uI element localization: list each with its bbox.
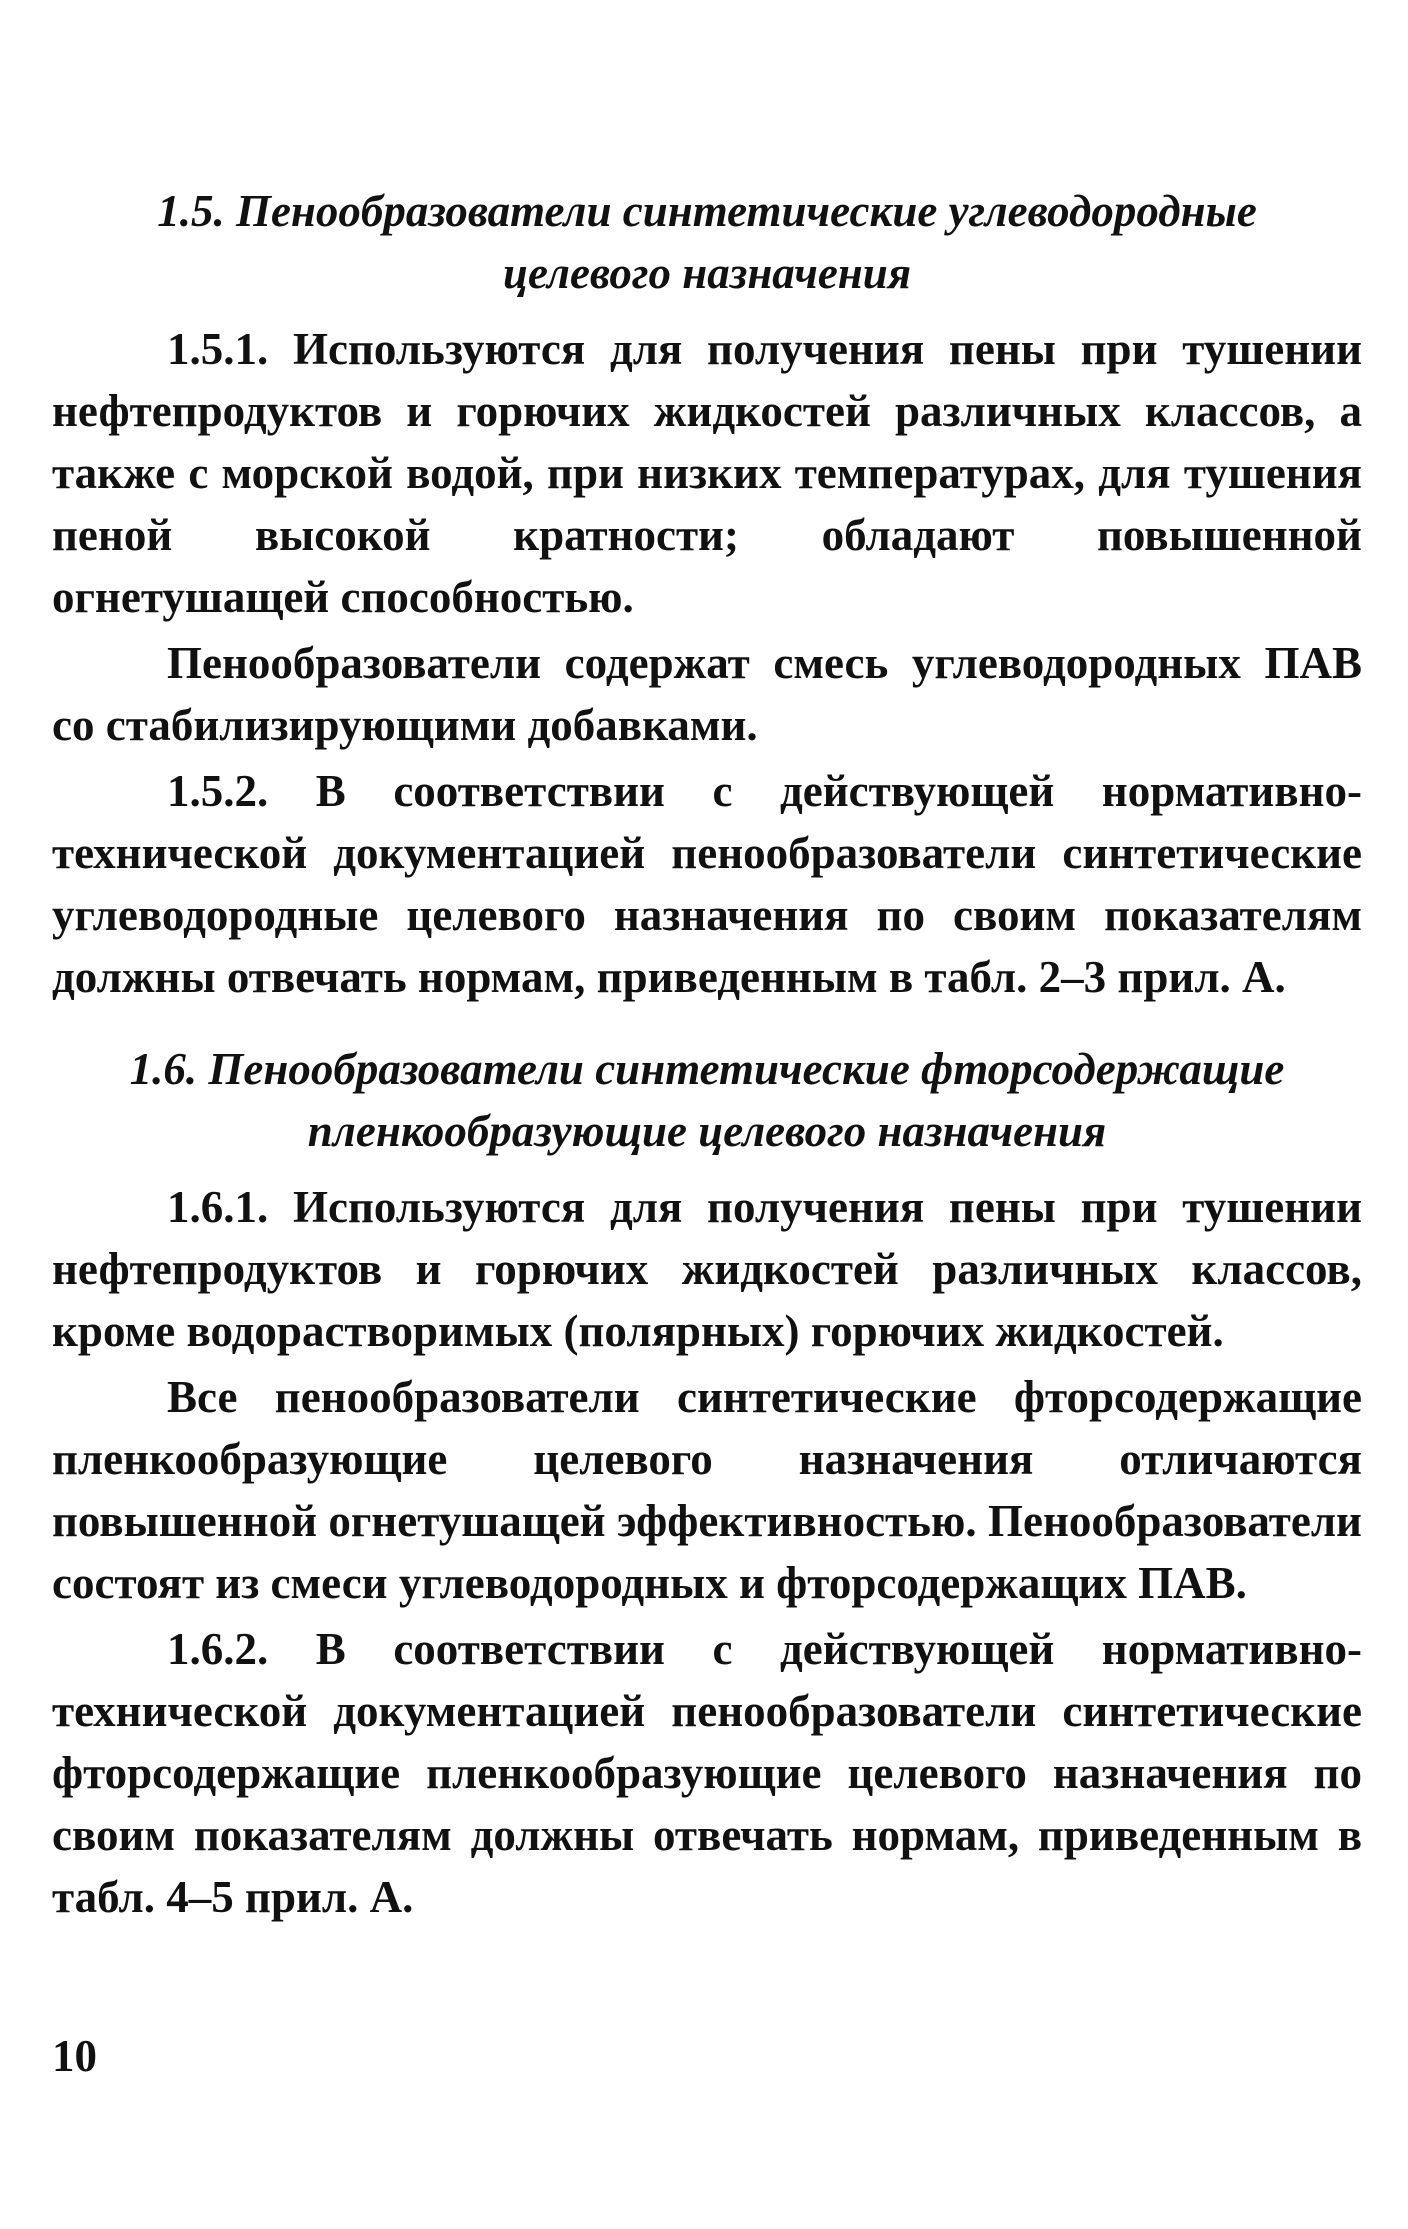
section-1-6-title-line2: пленкообразующие целевого назначения — [307, 1106, 1107, 1156]
paragraph-1-5-1: 1.5.1. Используются для получения пены при тушении нефтепродуктов и горючих жидкостей различных классов, а также с морской водой, при низких температурах, для тушения пеной высокой кратности; обладают повышенной огнетушащей способностью. — [52, 324, 1362, 622]
paragraph-1-6-2: 1.6.2. В соответствии с действующей нормативно-технической документацией пенообразователи синтетические фторсодержащие пленкообразующие целевого назначения по своим показателям должны отвечать нормам, приведенным в табл. 4–5 прил. А. — [52, 1624, 1362, 1922]
paragraph-1-6-1-b: Все пенообразователи синтетические фторсодержащие пленкообразующие целевого назначения отличаются повышенной огнетушащей эффективностью. Пенообразователи состоят из смеси углеводородных и фторсодержащих ПАВ. — [52, 1372, 1362, 1608]
section-gap — [52, 1012, 1362, 1038]
section-1-5-title-line2: целевого назначения — [502, 248, 912, 298]
paragraph-1-5-2: 1.5.2. В соответствии с действующей нормативно-технической документацией пенообразователи синтетические углеводородные целевого назначения по своим показателям должны отвечать нормам, приведенным в табл. 2–3 прил. А. — [52, 766, 1362, 1002]
section-1-5-title-line1: 1.5. Пенообразователи синтетические углеводородные — [157, 186, 1257, 236]
section-1-5-title — [52, 180, 1362, 304]
paragraph-1-6-1: 1.6.1. Используются для получения пены при тушении нефтепродуктов и горючих жидкостей различных классов, кроме водорастворимых (полярных) горючих жидкостей. — [52, 1182, 1362, 1356]
paragraph-1-5-1-b: Пенообразователи содержат смесь углеводородных ПАВ со стабилизирующими добавками. — [52, 638, 1362, 750]
section-1-6-title-line1: 1.6. Пенообразователи синтетические фторсодержащие — [129, 1044, 1285, 1094]
page-body — [52, 180, 1362, 1932]
page-number: 10 — [52, 2031, 97, 2081]
section-1-6-title — [52, 1038, 1362, 1162]
